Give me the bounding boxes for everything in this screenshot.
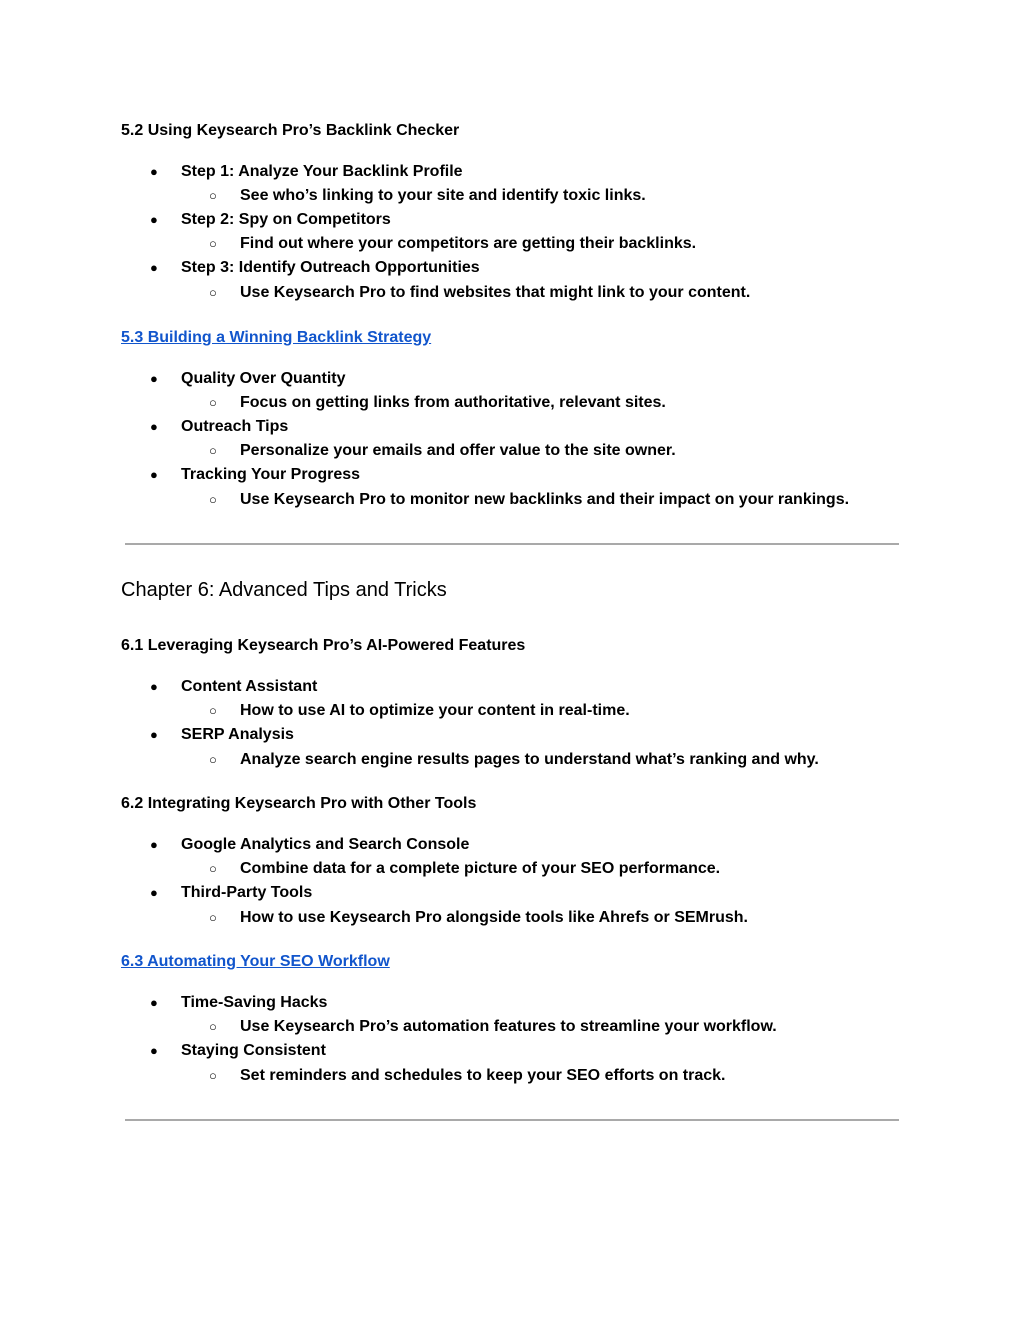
circle-marker: ○ [209,1068,217,1083]
section-heading-6-1: 6.1 Leveraging Keysearch Pro’s AI-Powered Features [121,637,526,654]
list-item-title: Google Analytics and Search Console [181,836,470,853]
sub-list-item [209,1065,725,1087]
circle-marker: ○ [209,752,217,767]
sub-list-item-text: See who’s linking to your site and identify toxic links. [240,187,646,204]
section-heading-6-2: 6.2 Integrating Keysearch Pro with Other Tools [121,795,477,812]
list-item-title: SERP Analysis [181,726,294,743]
sub-list-item [209,489,849,511]
list-item-title: Staying Consistent [181,1042,326,1059]
section-heading-5-2: 5.2 Using Keysearch Pro’s Backlink Checker [121,122,460,139]
sub-list-item-text: Combine data for a complete picture of your SEO performance. [240,860,721,877]
list-item [150,257,480,279]
list-item-title: Step 1: Analyze Your Backlink Profile [181,163,463,180]
bullet-marker: ● [150,679,158,694]
circle-marker: ○ [209,861,217,876]
bullet-marker: ● [150,1043,158,1058]
sub-list-item [209,185,646,207]
circle-marker: ○ [209,443,217,458]
sub-list-item-text: Focus on getting links from authoritative, relevant sites. [240,394,666,411]
bullet-marker: ● [150,371,158,386]
sub-list-item [209,858,720,880]
list-item [150,882,312,904]
circle-marker: ○ [209,492,217,507]
list-item [150,724,294,746]
chapter-title: Chapter 6: Advanced Tips and Tricks [121,579,447,601]
sub-list-item [209,1016,777,1038]
list-item [150,161,463,183]
sub-list-item-text: Analyze search engine results pages to understand what’s ranking and why. [240,751,819,768]
section-heading-5-3-link[interactable]: 5.3 Building a Winning Backlink Strategy [121,329,432,346]
horizontal-rule [125,1119,899,1121]
list-item [150,834,469,856]
list-item [150,209,391,231]
circle-marker: ○ [209,1019,217,1034]
bullet-marker: ● [150,260,158,275]
sub-list-item-text: Use Keysearch Pro to monitor new backlinks and their impact on your rankings. [240,491,850,508]
list-item [150,676,317,698]
sub-list-item [209,282,750,304]
list-item-title: Tracking Your Progress [181,466,361,483]
circle-marker: ○ [209,703,217,718]
sub-list-item-text: How to use AI to optimize your content in real-time. [240,702,630,719]
list-item-title: Quality Over Quantity [181,370,346,387]
section-heading-6-3-link[interactable]: 6.3 Automating Your SEO Workflow [121,953,390,970]
sub-list-item-text: How to use Keysearch Pro alongside tools like Ahrefs or SEMrush. [240,909,748,926]
sub-list-item [209,700,630,722]
list-item [150,464,360,486]
circle-marker: ○ [209,285,217,300]
sub-list-item-text: Personalize your emails and offer value to the site owner. [240,442,676,459]
bullet-marker: ● [150,212,158,227]
sub-list-item [209,749,819,771]
bullet-marker: ● [150,727,158,742]
list-item-title: Third-Party Tools [181,884,313,901]
circle-marker: ○ [209,236,217,251]
list-item-title: Outreach Tips [181,418,289,435]
sub-list-item-text: Find out where your competitors are getting their backlinks. [240,235,697,252]
circle-marker: ○ [209,395,217,410]
list-item [150,416,288,438]
sub-list-item-text: Use Keysearch Pro’s automation features to streamline your workflow. [240,1018,777,1035]
sub-list-item-text: Set reminders and schedules to keep your SEO efforts on track. [240,1067,726,1084]
list-item-title: Step 3: Identify Outreach Opportunities [181,259,480,276]
sub-list-item [209,907,748,929]
list-item-title: Content Assistant [181,678,318,695]
horizontal-rule [125,543,899,545]
list-item-title: Time-Saving Hacks [181,994,328,1011]
sub-list-item-text: Use Keysearch Pro to find websites that might link to your content. [240,284,751,301]
bullet-marker: ● [150,467,158,482]
bullet-marker: ● [150,995,158,1010]
circle-marker: ○ [209,188,217,203]
circle-marker: ○ [209,910,217,925]
bullet-marker: ● [150,837,158,852]
list-item [150,992,327,1014]
list-item [150,368,345,390]
bullet-marker: ● [150,164,158,179]
list-item [150,1040,326,1062]
list-item-title: Step 2: Spy on Competitors [181,211,391,228]
sub-list-item [209,233,696,255]
sub-list-item [209,392,666,414]
sub-list-item [209,440,676,462]
bullet-marker: ● [150,419,158,434]
bullet-marker: ● [150,885,158,900]
